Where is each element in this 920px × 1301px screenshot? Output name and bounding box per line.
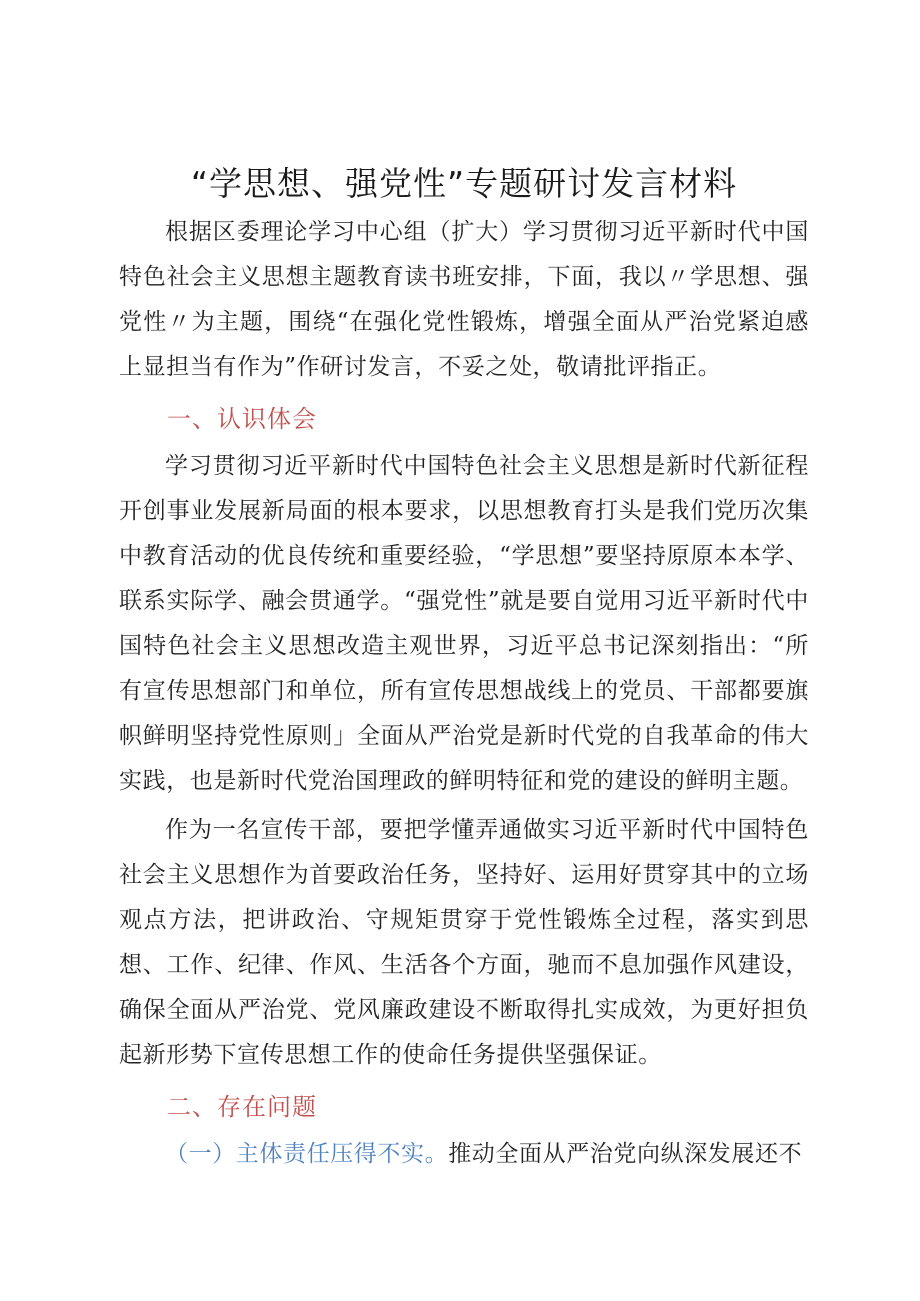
document-content [119,158,809,1177]
problem-item-text: 推动全面从严治党向纵深发展还不 [448,1141,803,1167]
section-heading-understanding: 一、认识体会 [167,405,317,433]
section-heading-problems: 二、存在问题 [167,1093,317,1121]
intro-paragraph: 根据区委理论学习中心组（扩大）学习贯彻习近平新时代中国特色社会主义思想主题教育读书班安排，下面，我以〃学思想、强党性〃为主题，围绕“在强化党性锻炼，增强全面从严治党紧迫感上显担当有作为”作研讨发言，不妥之处，敬请批评指正。 [119,219,809,380]
body-paragraph: 学习贯彻习近平新时代中国特色社会主义思想是新时代新征程开创事业发展新局面的根本要求，以思想教育打头是我们党历次集中教育活动的优良传统和重要经验，“学思想”要坚持原原本本学、联系实际学、融会贯通学。“强党性”就是要自觉用习近平新时代中国特色社会主义思想改造主观世界，习近平总书记深刻指出：“所有宣传思想部门和单位，所有宣传思想战线上的党员、干部都要旗帜鲜明坚持党性原则」全面从严治党是新时代党的自我革命的伟大实践，也是新时代党治国理政的鲜明特征和党的建设的鲜明主题。 [119,453,809,794]
problem-item-label: （一）主体责任压得不实。 [165,1141,449,1167]
document-title: “学思想、强党性”专题研讨发言材料 [190,164,738,203]
body-paragraph: 作为一名宣传干部，要把学懂弄通做实习近平新时代中国特色社会主义思想作为首要政治任务，坚持好、运用好贯穿其中的立场观点方法，把讲政治、守规矩贯穿于党性锻炼全过程，落实到思想、工作、纪律、作风、生活各个方面，驰而不息加强作风建设，确保全面从严治党、党风廉政建设不断取得扎实成效，为更好担负起新形势下宣传思想工作的使命任务提供坚强保证。 [119,817,809,1068]
problem-item-paragraph [119,1132,809,1177]
